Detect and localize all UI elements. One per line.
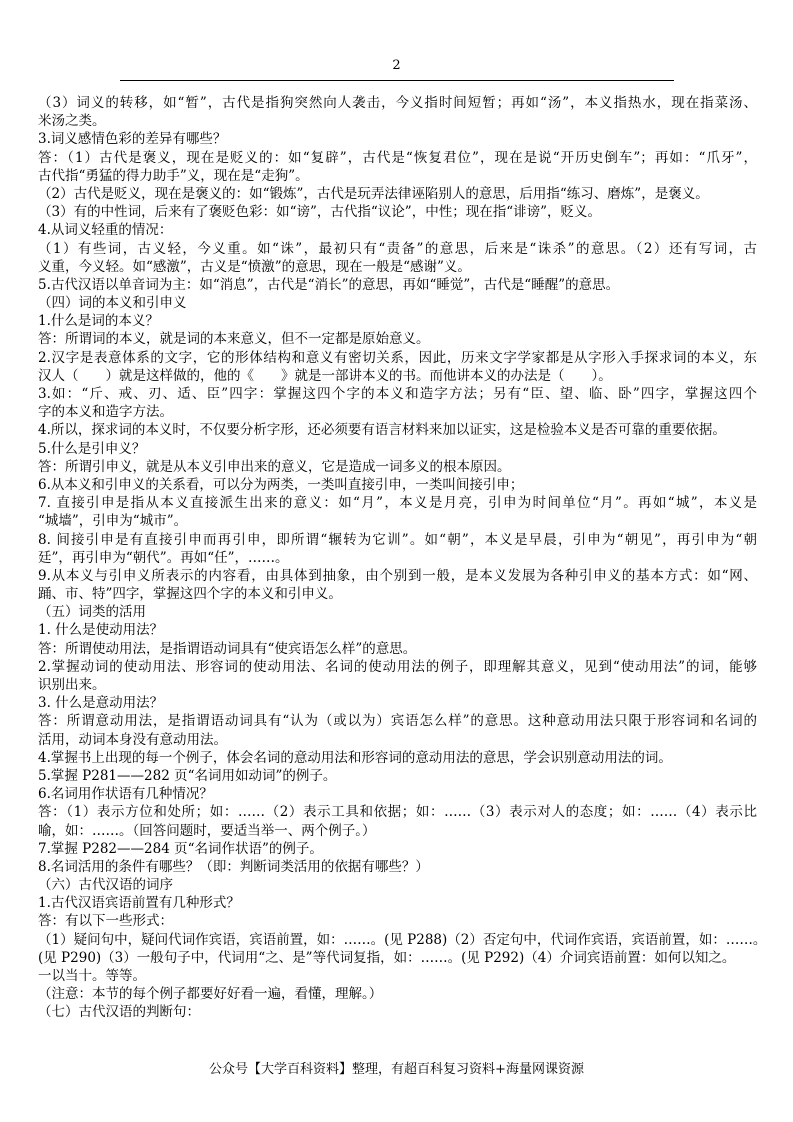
text-line: 义重，今义轻。如“感激”，古义是“愤激”的意思，现在一般是“感谢”义。 bbox=[38, 258, 471, 275]
text-line: 一以当十。等等。 bbox=[38, 968, 146, 984]
text-line: 8. 间接引申是有直接引申而再引申，即所谓“辗转为它训”。如“朝”，本义是早晨，引申为“朝见”，再引申为“朝 bbox=[38, 531, 757, 548]
answer-line: 答：所谓使动用法，是指谓语动词具有“使宾语怎么样”的意思。 bbox=[38, 640, 417, 657]
text-line: 4.掌握书上出现的每一个例子，体会名词的意动用法和形容词的意动用法的意思，学会识别意动用法的词。 bbox=[38, 749, 672, 766]
text-line: （1）疑问句中，疑问代词作宾语，宾语前置，如：……。(见 P288)（2）否定句中，代词作宾语，宾语前置，如：……。 bbox=[38, 931, 767, 948]
text-line: 5.掌握 P281——282 页“名词用如动词”的例子。 bbox=[38, 767, 337, 784]
question-line: 6.名词用作状语有几种情况？ bbox=[38, 786, 213, 803]
answer-line: 答：有以下一些形式： bbox=[38, 913, 173, 930]
answer-line: 答：所谓意动用法，是指谓语动词具有“认为（或以为）宾语怎么样”的意思。这种意动用法只限于形容词和名词的 bbox=[38, 713, 757, 730]
question-line: 1.古代汉语宾语前置有几种形式？ bbox=[38, 895, 240, 912]
question-line: 1. 什么是使动用法？ bbox=[38, 622, 164, 639]
text-line: 廷”，再引申为“朝代”。再如“任”，……。 bbox=[38, 549, 289, 566]
text-line: “城墙”，引申为“城市”。 bbox=[38, 513, 188, 530]
question-line: 3. 什么是意动用法？ bbox=[38, 695, 164, 712]
text-line: （3）有的中性词，后来有了褒贬色彩：如“谤”，古代指“议论”，中性；现在指“诽谤”，贬义。 bbox=[38, 204, 601, 221]
answer-line: 答：所谓词的本义，就是词的本来意义，但不一定都是原始意义。 bbox=[38, 331, 430, 348]
question-line: 5.什么是引申义？ bbox=[38, 440, 146, 457]
section-heading: （五）词类的活用 bbox=[38, 604, 146, 621]
page-number: 2 bbox=[392, 58, 401, 73]
text-line: 米汤之类。 bbox=[38, 113, 106, 130]
body-text bbox=[38, 94, 778, 1022]
section-heading: （七）古代汉语的判断句： bbox=[38, 1004, 200, 1021]
question-line: 8.名词活用的条件有哪些？（即：判断词类活用的依据有哪些？） bbox=[38, 858, 429, 875]
text-line: （2）古代是贬义，现在是褒义的：如“锻炼”，古代是玩弄法律诬陷别人的意思，后用指“练习、磨炼”，是褒义。 bbox=[38, 185, 709, 202]
text-line: 古代指“勇猛的得力助手”义，现在是“走狗”。 bbox=[38, 167, 309, 184]
header-rule bbox=[120, 80, 674, 81]
text-line: （3）词义的转移，如“暂”，古代是指狗突然向人袭击，今义指时间短暂；再如“汤”，本义指热水，现在指菜汤、 bbox=[38, 95, 757, 111]
question-line: 3.词义感情色彩的差异有哪些？ bbox=[38, 131, 227, 148]
note-line: （注意：本节的每个例子都要好好看一遍，看懂，理解。） bbox=[38, 986, 383, 1003]
text-line: 活用，动词本身没有意动用法。 bbox=[38, 731, 227, 748]
text-line: 6.从本义和引申义的关系看，可以分为两类，一类叫直接引申，一类叫间接引申； bbox=[38, 476, 524, 493]
text-line: （1）有些词，古义轻，今义重。如“诛”，最初只有“责备”的意思，后来是“诛杀”的意思。（2）还有写词，古 bbox=[38, 240, 757, 257]
question-line: 4.从词义轻重的情况： bbox=[38, 222, 173, 239]
answer-line: 答：（1）古代是褒义，现在是贬义的：如“复辟”，古代是“恢复君位”，现在是说“开历史倒车”；再如：“爪牙”， bbox=[38, 149, 757, 166]
answer-line: 答：（1）表示方位和处所；如：……（2）表示工具和依据；如：……（3）表示对人的态度；如：……（4）表示比 bbox=[38, 804, 757, 821]
text-line: 字的本义和造字方法。 bbox=[38, 404, 173, 421]
answer-line: 答：所谓引申义，就是从本义引申出来的意义，它是造成一词多义的根本原因。 bbox=[38, 458, 511, 475]
question-line: 1.什么是词的本义？ bbox=[38, 313, 159, 330]
text-line: 9.从本义与引申义所表示的内容看，由具体到抽象，由个别到一般，是本义发展为各种引申义的基本方式：如“网、 bbox=[38, 567, 757, 584]
text-line: 7.掌握 P282——284 页“名词作状语”的例子。 bbox=[38, 840, 323, 857]
footer-note: 公众号【大学百科资料】整理，有超百科复习资料+海量网课资源 bbox=[209, 1062, 584, 1077]
text-line: 识别出来。 bbox=[38, 677, 106, 693]
text-line: 5.古代汉语以单音词为主：如“消息”，古代是“消长”的意思，再如“睡觉”，古代是“睡醒”的意思。 bbox=[38, 276, 620, 293]
text-line: 4.所以，探求词的本义时，不仅要分析字形，还必须要有语言材料来加以证实，这是检验本义是否可靠的重要依据。 bbox=[38, 422, 726, 439]
text-line: 踊、市、特”四字，掌握这四个字的本义和引申义。 bbox=[38, 586, 342, 603]
text-line: 汉人（ ）就是这样做的，他的《 》就是一部讲本义的书。而他讲本义的办法是（ ）。 bbox=[38, 367, 612, 384]
section-heading: （四）词的本义和引申义 bbox=[38, 295, 187, 312]
text-line: (见 P290)（3）一般句子中，代词用“之、是”等代词复指，如：……。(见 P292)（4）介词宾语前置：如何以知之。 bbox=[38, 949, 736, 966]
text-line: 3.如：“斤、戒、刃、适、臣”四字：掌握这四个字的本义和造字方法；另有“臣、望、临、卧”四字，掌握这四个 bbox=[38, 386, 757, 402]
text-line: 7. 直接引申是指从本义直接派生出来的意义：如“月”，本义是月亮，引申为时间单位“月”。再如“城”，本义是 bbox=[38, 495, 757, 512]
text-line: 2.掌握动词的使动用法、形容词的使动用法、名词的使动用法的例子，即理解其意义，见到“使动用法”的词，能够 bbox=[38, 658, 757, 675]
text-line: 2.汉字是表意体系的文字，它的形体结构和意义有密切关系，因此，历来文字学家都是从字形入手探求词的本义，东 bbox=[38, 349, 757, 366]
text-line: 喻，如：……。（回答问题时，要适当举一、两个例子。） bbox=[38, 822, 376, 839]
section-heading: （六）古代汉语的词序 bbox=[38, 877, 173, 894]
